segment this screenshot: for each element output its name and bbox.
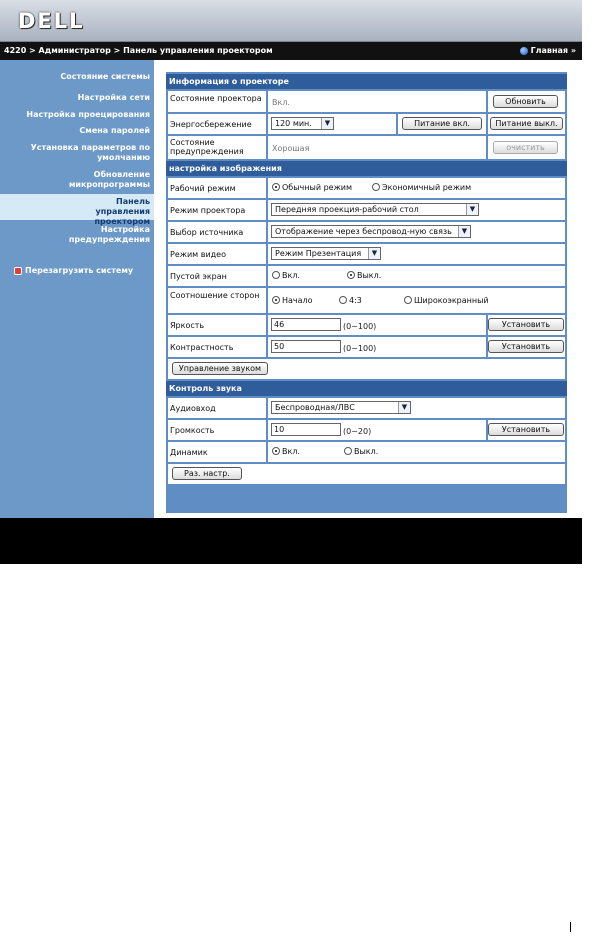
radio-label: 4:3	[349, 296, 362, 305]
breadcrumb	[0, 42, 582, 60]
section-title-audio: Контроль звука	[166, 381, 567, 396]
video-mode-value: Режим Презентация	[275, 249, 362, 258]
radio-circle	[272, 271, 280, 279]
radio-speaker-off[interactable]	[344, 447, 378, 456]
contrast-range: (0~100)	[343, 344, 377, 353]
clear-button[interactable]: очистить	[493, 141, 558, 154]
label-volume: Громкость	[170, 426, 215, 435]
radio-label: Выкл.	[354, 447, 379, 456]
section-title-image: настройка изображения	[166, 161, 567, 176]
radio-label: Выкл.	[357, 271, 382, 280]
home-icon	[520, 47, 528, 55]
dell-logo: DELL	[18, 9, 85, 33]
refresh-button[interactable]: Обновить	[493, 95, 558, 108]
radio-circle	[344, 447, 352, 455]
video-mode-select[interactable]	[271, 247, 381, 260]
radio-label: Обычный режим	[282, 183, 353, 192]
sidebar-item-system-status[interactable]: Состояние системы	[60, 72, 150, 81]
reset-button[interactable]: Раз. настр.	[172, 467, 242, 480]
power-saving-select[interactable]	[271, 117, 334, 130]
power-off-button[interactable]: Питание выкл.	[490, 117, 563, 130]
contrast-input[interactable]: 50	[271, 340, 341, 353]
radio-circle	[372, 183, 380, 191]
radio-speaker-on[interactable]	[272, 447, 300, 456]
breadcrumb-path: 4220 > Администратор > Панель управления проектором	[4, 46, 273, 55]
home-label: Главная »	[530, 46, 576, 55]
section-title-info: Информация о проекторе	[166, 74, 567, 89]
sidebar	[0, 60, 154, 518]
value-alert-state: Хорошая	[272, 144, 310, 153]
reboot-link[interactable]	[0, 266, 133, 275]
home-link[interactable]	[520, 42, 576, 60]
projector-mode-value: Передняя проекция-рабочий стол	[275, 205, 419, 214]
radio-label: Начало	[282, 296, 313, 305]
cell	[268, 442, 565, 462]
sidebar-item-firmware[interactable]: Обновление микропрограммы	[68, 170, 150, 189]
audio-control-button[interactable]: Управление звуком	[172, 362, 268, 375]
set-brightness-button[interactable]: Установить	[488, 318, 564, 331]
volume-input[interactable]: 10	[271, 423, 341, 436]
radio-normal-mode[interactable]	[272, 183, 352, 192]
audio-input-value: Беспроводная/ЛВС	[275, 403, 355, 412]
sidebar-item-projection[interactable]: Настройка проецирования	[26, 110, 150, 119]
radio-circle	[272, 183, 280, 191]
brightness-range: (0~100)	[343, 322, 377, 331]
radio-label: Экономичный режим	[382, 183, 472, 192]
sidebar-item-alerts[interactable]: Настройка предупреждения	[68, 225, 150, 244]
label-aspect-ratio: Соотношение сторон	[170, 291, 260, 300]
chevron-down-icon: ▼	[458, 226, 470, 237]
reboot-label: Перезагрузить систему	[25, 266, 134, 275]
label-work-mode: Рабочий режим	[170, 184, 236, 193]
radio-circle	[272, 447, 280, 455]
chevron-down-icon: ▼	[321, 118, 333, 129]
label-contrast: Контрастность	[170, 343, 234, 352]
label-audio-input: Аудиовход	[170, 404, 216, 413]
volume-range: (0~20)	[343, 427, 372, 436]
label-brightness-text: Яркость	[170, 321, 205, 330]
label-alert-state: Состояние предупреждения	[170, 138, 244, 156]
chevron-down-icon: ▼	[368, 248, 380, 259]
audio-input-select[interactable]	[271, 401, 411, 414]
set-volume-button[interactable]: Установить	[488, 423, 564, 436]
radio-blank-off[interactable]	[347, 271, 381, 280]
footer-bar	[0, 518, 582, 564]
radio-label: Широкоэкранный	[414, 296, 489, 305]
value-projector-state: Вкл.	[272, 98, 290, 107]
radio-circle	[347, 271, 355, 279]
radio-aspect-original[interactable]	[272, 296, 313, 305]
label-source: Выбор источника	[170, 228, 244, 237]
brightness-input[interactable]: 46	[271, 318, 341, 331]
source-value: Отображение через беспровод-ную связь	[275, 227, 452, 236]
label-power-saving: Энергосбережение	[170, 120, 252, 129]
radio-blank-on[interactable]	[272, 271, 300, 280]
main-content	[154, 60, 582, 518]
sidebar-item-defaults[interactable]: Установка параметров по умолчанию	[30, 143, 150, 162]
chevron-down-icon: ▼	[466, 204, 478, 215]
cell	[268, 266, 565, 286]
label-projector-mode: Режим проектора	[170, 206, 246, 215]
power-on-button[interactable]: Питание вкл.	[402, 117, 482, 130]
sidebar-item-passwords[interactable]: Смена паролей	[79, 126, 150, 135]
radio-circle	[272, 296, 280, 304]
chevron-down-icon: ▼	[398, 402, 410, 413]
source-select[interactable]	[271, 225, 471, 238]
radio-circle	[339, 296, 347, 304]
radio-label: Вкл.	[282, 271, 300, 280]
radio-aspect-4-3[interactable]	[339, 296, 362, 305]
label-blank-screen: Пустой экран	[170, 272, 227, 281]
radio-eco-mode[interactable]	[372, 183, 471, 192]
sidebar-item-projector-panel[interactable]: Панель управления проектором	[0, 194, 154, 220]
label-projector-state: Состояние проектора	[170, 94, 262, 103]
set-contrast-button[interactable]: Установить	[488, 340, 564, 353]
header-bar	[0, 0, 582, 42]
projector-mode-select[interactable]	[271, 203, 479, 216]
sidebar-item-network[interactable]: Настройка сети	[77, 93, 150, 102]
label-video-mode: Режим видео	[170, 250, 226, 259]
page-divider	[570, 922, 571, 932]
label-speaker: Динамик	[170, 448, 208, 457]
cell	[268, 91, 486, 112]
radio-aspect-wide[interactable]	[404, 296, 489, 305]
reboot-icon	[14, 267, 22, 275]
radio-label: Вкл.	[282, 447, 300, 456]
power-saving-value: 120 мин.	[275, 119, 312, 128]
radio-circle	[404, 296, 412, 304]
